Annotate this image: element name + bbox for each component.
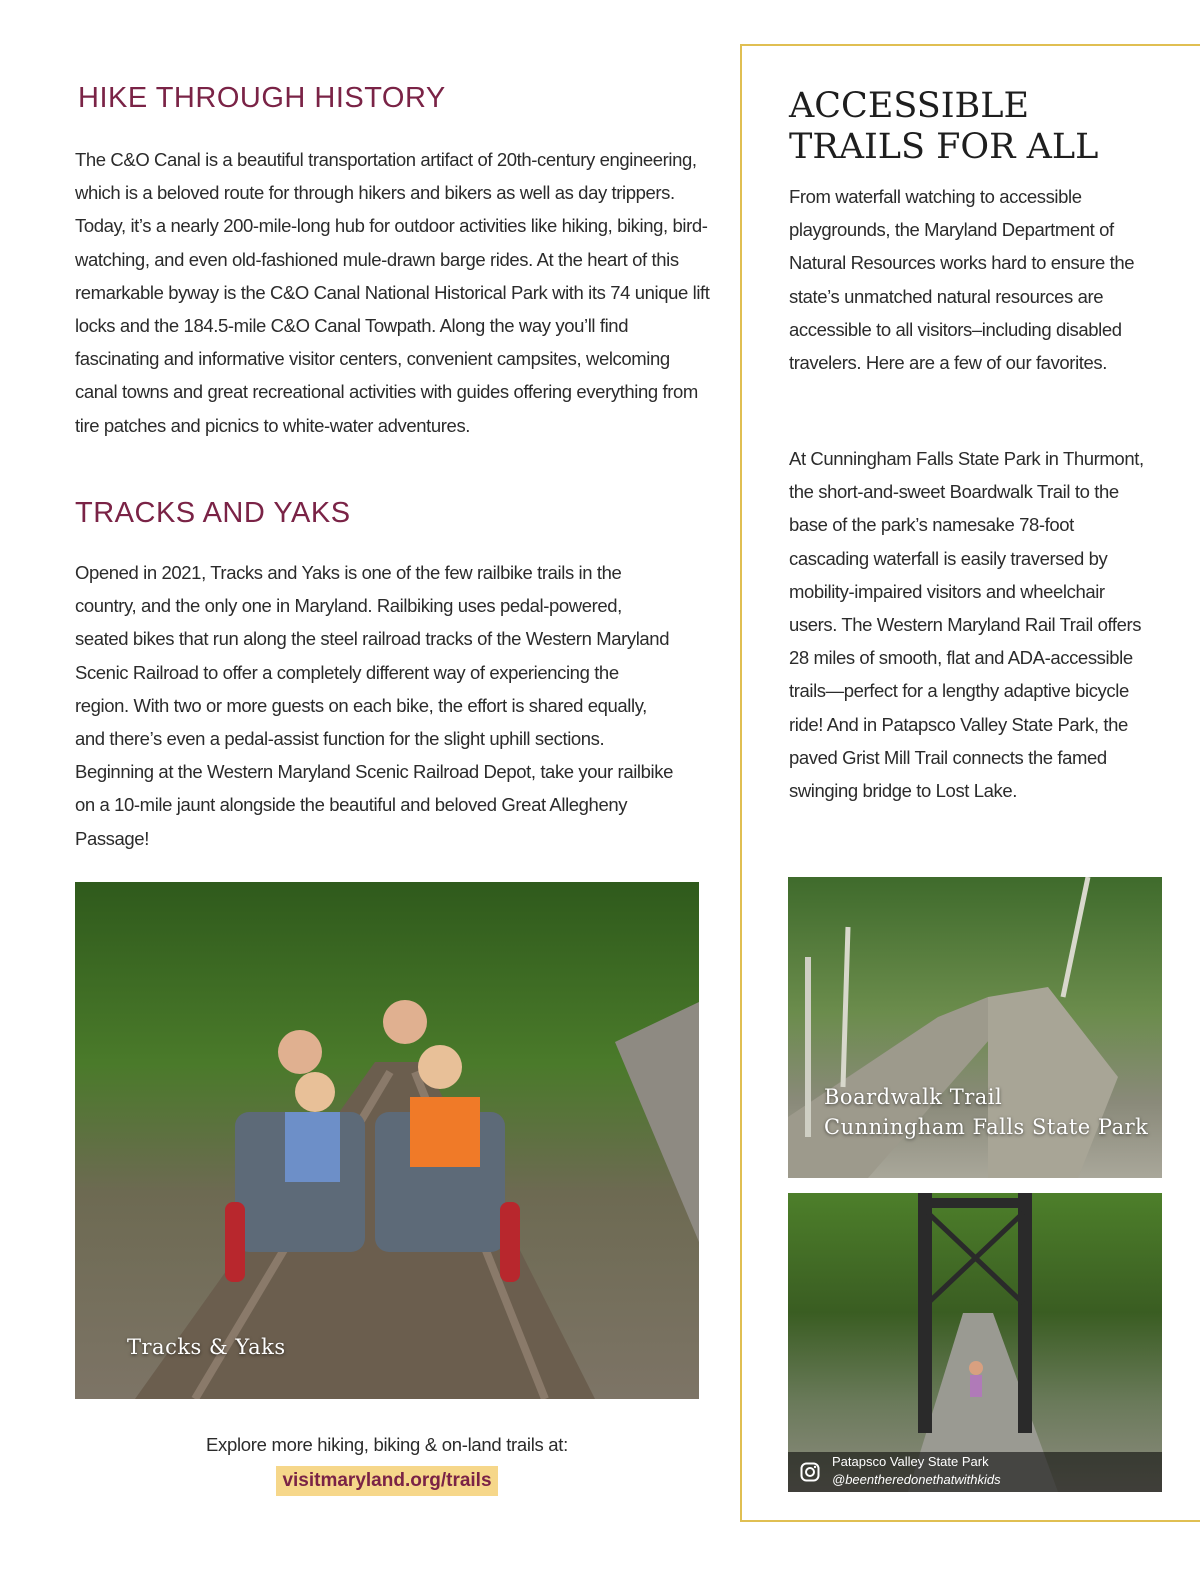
explore-text: Explore more hiking, biking & on-land trails at: [206,1434,568,1455]
bridge-scene [788,1193,1162,1492]
photo-credit-location: Patapsco Valley State Park [832,1454,989,1469]
section-title-hike-through-history: HIKE THROUGH HISTORY [78,82,446,114]
tracks-and-yaks-photo [75,882,699,1399]
section-title-tracks-and-yaks: TRACKS AND YAKS [75,497,351,529]
photo-credit-handle[interactable]: @beentheredonethatwithkids [832,1472,1001,1487]
section-body-tracks-and-yaks: Opened in 2021, Tracks and Yaks is one of the few railbike trails in the country, and the only one in Maryland. Railbiking uses pedal-powered, seated bikes that run along the steel railroad tracks of the Western Maryland Scenic Railroad to offer a completely different way of experiencing the region. With two or more guests on each bike, the effort is shared equally, and there’s even a pedal-assist function for the slight uphill sections. Beginning at the Western Maryland Scenic Railroad Depot, take your railbike on a 10-mile jaunt alongside the beautiful and beloved Great Allegheny Passage! [75,562,673,849]
railbike-scene [75,882,699,1399]
instagram-icon [800,1462,820,1482]
boardwalk-trail-photo [788,877,1162,1178]
photo-caption: Tracks & Yaks [127,1335,286,1359]
boardwalk-caption-line2: Cunningham Falls State Park [824,1115,1149,1139]
boardwalk-caption-line1: Boardwalk Trail [824,1085,1003,1109]
section-body-hike-through-history: The C&O Canal is a beautiful transportation artifact of 20th-century engineering, which is a beloved route for through hikers and bikers as well as day trippers. Today, it’s a nearly 200-mile-long hub for outdoor activities like hiking, biking, bird-watching, and even old-fashioned mule-drawn barge rides. At the heart of this remarkable byway is the C&O Canal National Historical Park with its 74 unique lift locks and the 184.5-mile C&O Canal Towpath. Along the way you’ll find fascinating and informative visitor centers, convenient campsites, welcoming canal towns and great recreational activities with guides offering everything from tire patches and picnics to white-water adventures. [75,149,710,436]
sidebar-title-line2: TRAILS FOR ALL [789,127,1099,167]
sidebar-paragraph-2: At Cunningham Falls State Park in Thurmont, the short-and-sweet Boardwalk Trail to the base of the park’s namesake 78-foot cascading waterfall is easily traversed by mobility-impaired visitors and wheelchair users. The Western Maryland Rail Trail offers 28 miles of smooth, flat and ADA-accessible trails—perfect for a lengthy adaptive bicycle ride! And in Patapsco Valley State Park, the paved Grist Mill Trail connects the famed swinging bridge to Lost Lake. [789,448,1144,802]
explore-link[interactable]: visitmaryland.org/trails [276,1466,498,1496]
sidebar-paragraph-1: From waterfall watching to accessible playgrounds, the Maryland Department of Natural Resources works hard to ensure the state’s unmatched natural resources are accessible to all visitors–including disabled travelers. Here are a few of our favorites. [789,186,1135,374]
patapsco-bridge-photo [788,1193,1162,1492]
sidebar-title [789,86,1169,168]
photo-credit-bar [788,1452,1162,1492]
sidebar-title-line1: ACCESSIBLE [789,86,1030,126]
